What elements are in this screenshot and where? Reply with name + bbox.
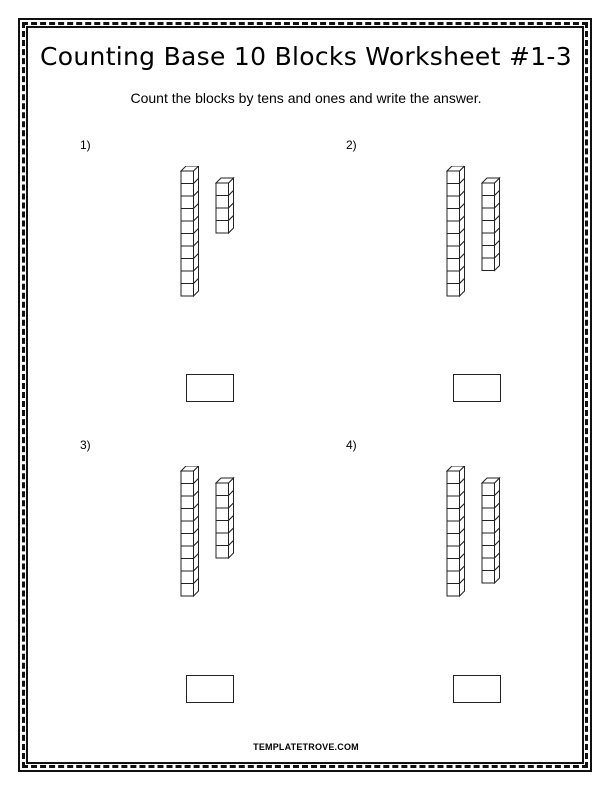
unit-cube <box>447 546 460 559</box>
unit-cube <box>482 183 495 196</box>
unit-cube <box>216 183 229 196</box>
tens-rod <box>181 166 199 296</box>
unit-cube <box>482 521 495 534</box>
unit-cube <box>181 471 194 484</box>
unit-cube <box>181 184 194 197</box>
unit-cube <box>482 483 495 496</box>
unit-cube <box>447 584 460 597</box>
unit-cube <box>181 196 194 209</box>
unit-cube <box>181 496 194 509</box>
tens-rod <box>447 466 465 596</box>
unit-cube <box>216 483 229 496</box>
problem-number: 1) <box>80 138 91 152</box>
ones-column <box>216 178 234 233</box>
unit-cube <box>181 546 194 559</box>
unit-cube <box>216 546 229 559</box>
unit-cube <box>482 496 495 509</box>
unit-cube <box>181 271 194 284</box>
unit-cube <box>181 521 194 534</box>
unit-cube <box>482 558 495 571</box>
unit-cube <box>482 196 495 209</box>
ones-column <box>216 478 234 558</box>
answer-box[interactable] <box>186 374 234 402</box>
answer-box[interactable] <box>453 374 501 402</box>
problem-number: 3) <box>80 438 91 452</box>
base10-blocks <box>180 466 260 626</box>
unit-cube <box>447 209 460 222</box>
answer-box[interactable] <box>453 675 501 703</box>
ones-column <box>482 178 500 271</box>
unit-cube <box>181 259 194 272</box>
unit-cube <box>447 496 460 509</box>
unit-cube <box>181 209 194 222</box>
unit-cube <box>181 559 194 572</box>
base10-blocks <box>446 466 526 626</box>
unit-cube <box>447 184 460 197</box>
worksheet-instructions: Count the blocks by tens and ones and write the answer. <box>130 90 482 106</box>
unit-cube <box>216 208 229 221</box>
problem-2 <box>346 138 606 418</box>
unit-cube <box>216 521 229 534</box>
unit-cube <box>482 221 495 234</box>
worksheet-title: Counting Base 10 Blocks Worksheet #1-3 <box>40 42 572 71</box>
unit-cube <box>447 259 460 272</box>
unit-cube <box>181 534 194 547</box>
unit-cube <box>181 584 194 597</box>
unit-cube <box>482 533 495 546</box>
unit-cube <box>482 258 495 271</box>
problem-1 <box>80 138 340 418</box>
unit-cube <box>181 234 194 247</box>
unit-cube <box>216 533 229 546</box>
tens-rod <box>447 166 465 296</box>
unit-cube <box>447 521 460 534</box>
unit-cube <box>482 246 495 259</box>
unit-cube <box>482 233 495 246</box>
unit-cube <box>447 246 460 259</box>
unit-cube <box>181 221 194 234</box>
unit-cube <box>482 571 495 584</box>
unit-cube <box>447 559 460 572</box>
problem-number: 2) <box>346 138 357 152</box>
unit-cube <box>447 284 460 297</box>
unit-cube <box>447 534 460 547</box>
unit-cube <box>216 196 229 209</box>
unit-cube <box>447 471 460 484</box>
unit-cube <box>181 284 194 297</box>
unit-cube <box>181 509 194 522</box>
unit-cube <box>447 196 460 209</box>
answer-box[interactable] <box>186 675 234 703</box>
unit-cube <box>447 509 460 522</box>
tens-rod <box>181 466 199 596</box>
unit-cube <box>447 171 460 184</box>
unit-cube <box>181 571 194 584</box>
unit-cube <box>216 221 229 234</box>
unit-cube <box>482 508 495 521</box>
unit-cube <box>447 234 460 247</box>
problem-4 <box>346 438 606 718</box>
unit-cube <box>482 208 495 221</box>
problem-3 <box>80 438 340 718</box>
unit-cube <box>482 546 495 559</box>
unit-cube <box>216 508 229 521</box>
unit-cube <box>447 271 460 284</box>
unit-cube <box>447 571 460 584</box>
problem-number: 4) <box>346 438 357 452</box>
unit-cube <box>181 246 194 259</box>
footer-credit: TEMPLATETROVE.COM <box>253 742 359 752</box>
unit-cube <box>216 496 229 509</box>
base10-blocks <box>446 166 526 326</box>
base10-blocks <box>180 166 260 326</box>
ones-column <box>482 478 500 583</box>
unit-cube <box>181 484 194 497</box>
unit-cube <box>181 171 194 184</box>
unit-cube <box>447 484 460 497</box>
unit-cube <box>447 221 460 234</box>
